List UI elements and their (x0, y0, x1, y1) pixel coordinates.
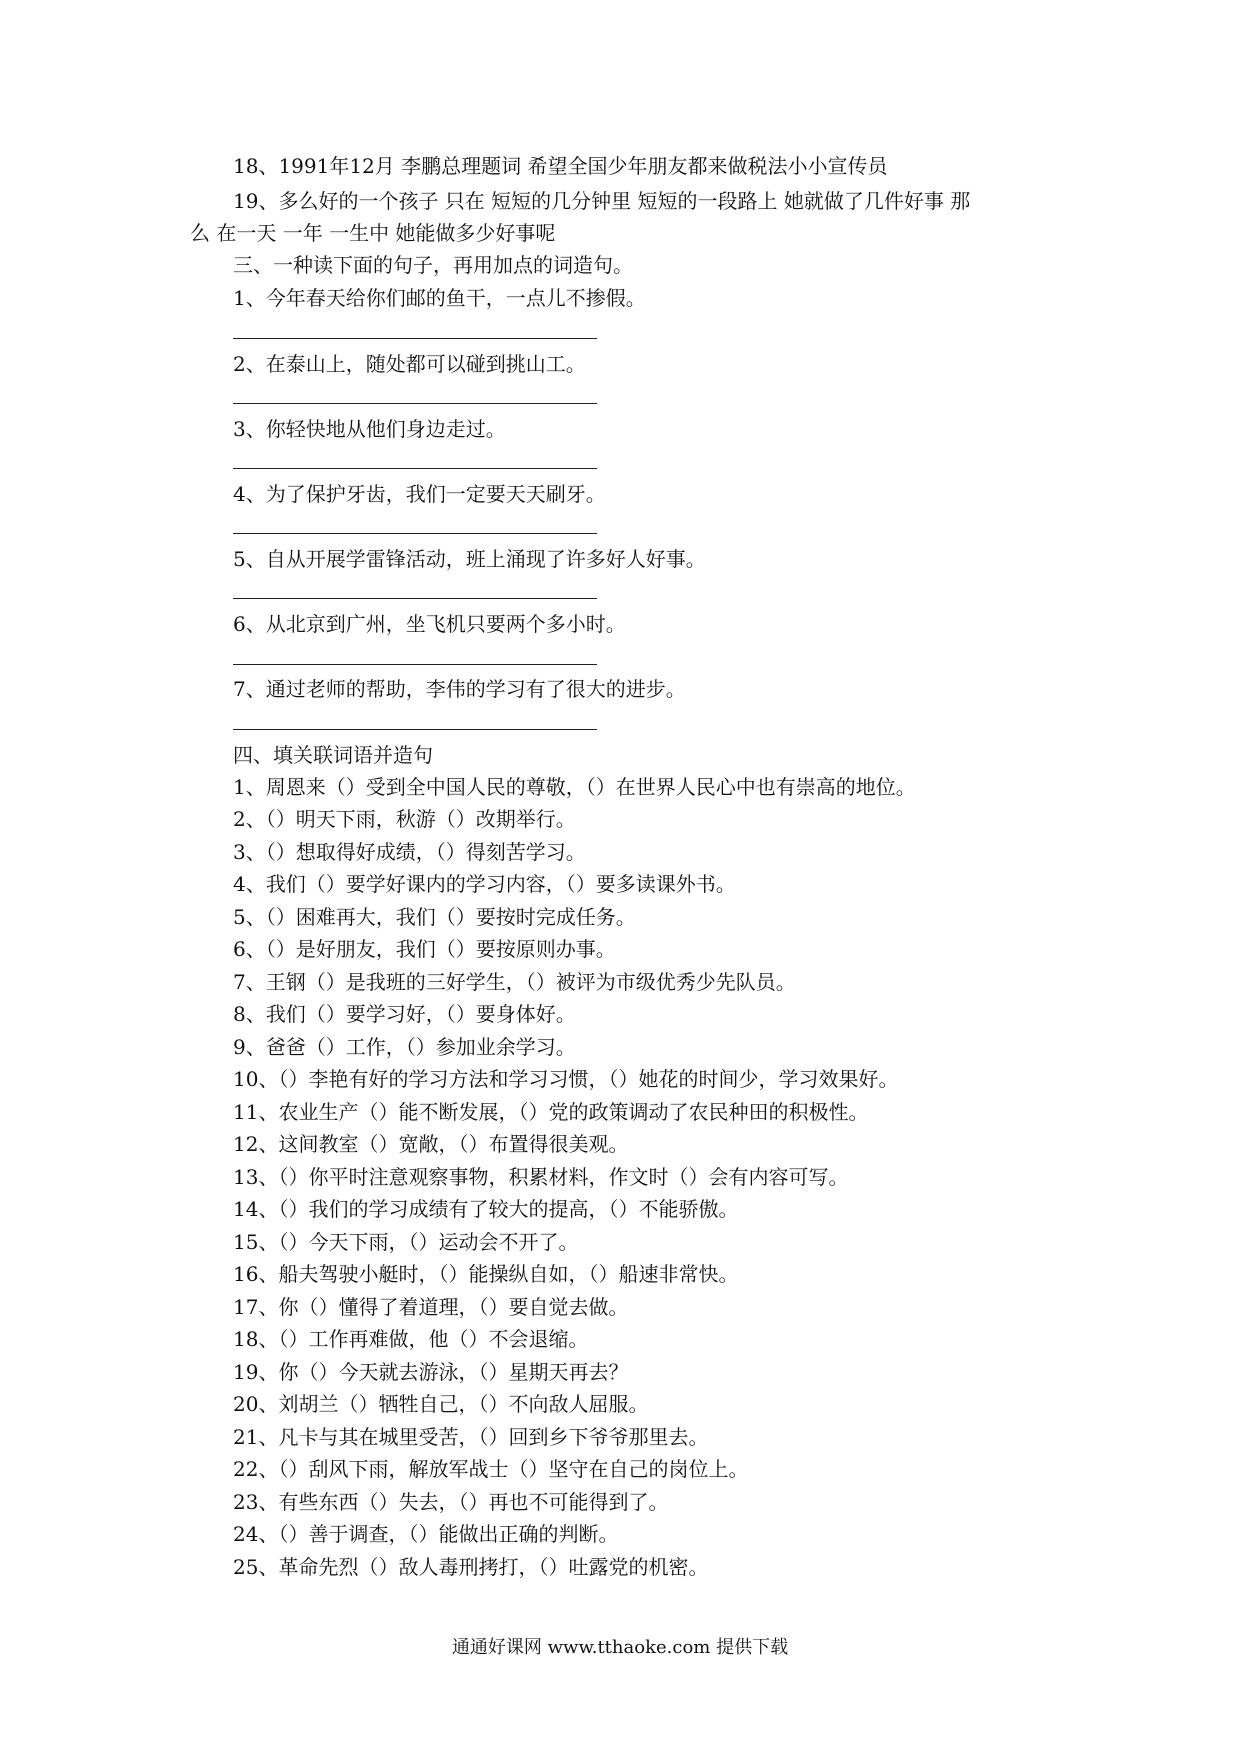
section3-item: 6、从北京到广州，坐飞机只要两个多小时。 (233, 612, 626, 636)
section4-item: 13、（）你平时注意观察事物，积累材料，作文时（）会有内容可写。 (233, 1165, 849, 1189)
answer-blank (233, 533, 597, 534)
section4-item: 5、（）困难再大，我们（）要按时完成任务。 (233, 905, 636, 929)
answer-blank (233, 664, 597, 665)
section4-item: 14、（）我们的学习成绩有了较大的提高，（）不能骄傲。 (233, 1197, 739, 1221)
answer-blank (233, 338, 597, 339)
section3-item: 5、自从开展学雷锋活动，班上涌现了许多好人好事。 (233, 547, 706, 571)
section3-item: 4、为了保护牙齿，我们一定要天天刷牙。 (233, 482, 606, 506)
section3-heading: 三、一种读下面的句子，再用加点的词造句。 (233, 253, 633, 277)
section4-item: 22、（）刮风下雨，解放军战士（）坚守在自己的岗位上。 (233, 1457, 749, 1481)
section4-item: 17、你（）懂得了着道理，（）要自觉去做。 (233, 1295, 629, 1319)
section3-item: 2、在泰山上，随处都可以碰到挑山工。 (233, 352, 586, 376)
section4-item: 7、王钢（）是我班的三好学生，（）被评为市级优秀少先队员。 (233, 970, 796, 994)
section4-heading: 四、填关联词语并造句 (233, 743, 433, 767)
answer-blank (233, 729, 597, 730)
section4-item: 15、（）今天下雨，（）运动会不开了。 (233, 1230, 579, 1254)
question-19-line2: 么 在一天 一年 一生中 她能做多少好事呢 (190, 221, 556, 245)
section4-item: 4、我们（）要学好课内的学习内容，（）要多读课外书。 (233, 872, 736, 896)
section4-item: 3、（）想取得好成绩，（）得刻苦学习。 (233, 840, 586, 864)
page-footer: 通通好课网 www.tthaoke.com 提供下载 (451, 1637, 789, 1658)
section3-item: 7、通过老师的帮助，李伟的学习有了很大的进步。 (233, 677, 686, 701)
section4-item: 9、爸爸（）工作，（）参加业余学习。 (233, 1035, 576, 1059)
answer-blank (233, 598, 597, 599)
section4-item: 8、我们（）要学习好，（）要身体好。 (233, 1002, 576, 1026)
section4-item: 19、你（）今天就去游泳，（）星期天再去？ (233, 1360, 629, 1384)
section4-item: 21、凡卡与其在城里受苦，（）回到乡下爷爷那里去。 (233, 1425, 709, 1449)
answer-blank (233, 468, 597, 469)
section4-item: 10、（）李艳有好的学习方法和学习习惯，（）她花的时间少，学习效果好。 (233, 1067, 899, 1091)
section4-item: 24、（）善于调查，（）能做出正确的判断。 (233, 1522, 619, 1546)
section4-item: 2、（）明天下雨，秋游（）改期举行。 (233, 807, 576, 831)
section4-item: 23、有些东西（）失去，（）再也不可能得到了。 (233, 1490, 669, 1514)
section4-item: 16、船夫驾驶小艇时，（）能操纵自如，（）船速非常快。 (233, 1262, 739, 1286)
section4-item: 20、刘胡兰（）牺牲自己，（）不向敌人屈服。 (233, 1392, 649, 1416)
section4-item: 1、周恩来（）受到全中国人民的尊敬，（）在世界人民心中也有崇高的地位。 (233, 775, 916, 799)
question-19-line1: 19、多么好的一个孩子 只在 短短的几分钟里 短短的一段路上 她就做了几件好事 那 (233, 189, 971, 213)
section3-item: 1、今年春天给你们邮的鱼干，一点儿不掺假。 (233, 286, 646, 310)
question-18: 18、1991年12月 李鹏总理题词 希望全国少年朋友都来做税法小小宣传员 (233, 154, 888, 178)
section4-item: 18、（）工作再难做，他（）不会退缩。 (233, 1327, 589, 1351)
section4-item: 12、这间教室（）宽敞，（）布置得很美观。 (233, 1132, 629, 1156)
section4-item: 25、革命先烈（）敌人毒刑拷打，（）吐露党的机密。 (233, 1555, 709, 1579)
section3-item: 3、你轻快地从他们身边走过。 (233, 417, 506, 441)
section4-item: 11、农业生产（）能不断发展，（）党的政策调动了农民种田的积极性。 (233, 1100, 869, 1124)
section4-item: 6、（）是好朋友，我们（）要按原则办事。 (233, 937, 616, 961)
answer-blank (233, 403, 597, 404)
